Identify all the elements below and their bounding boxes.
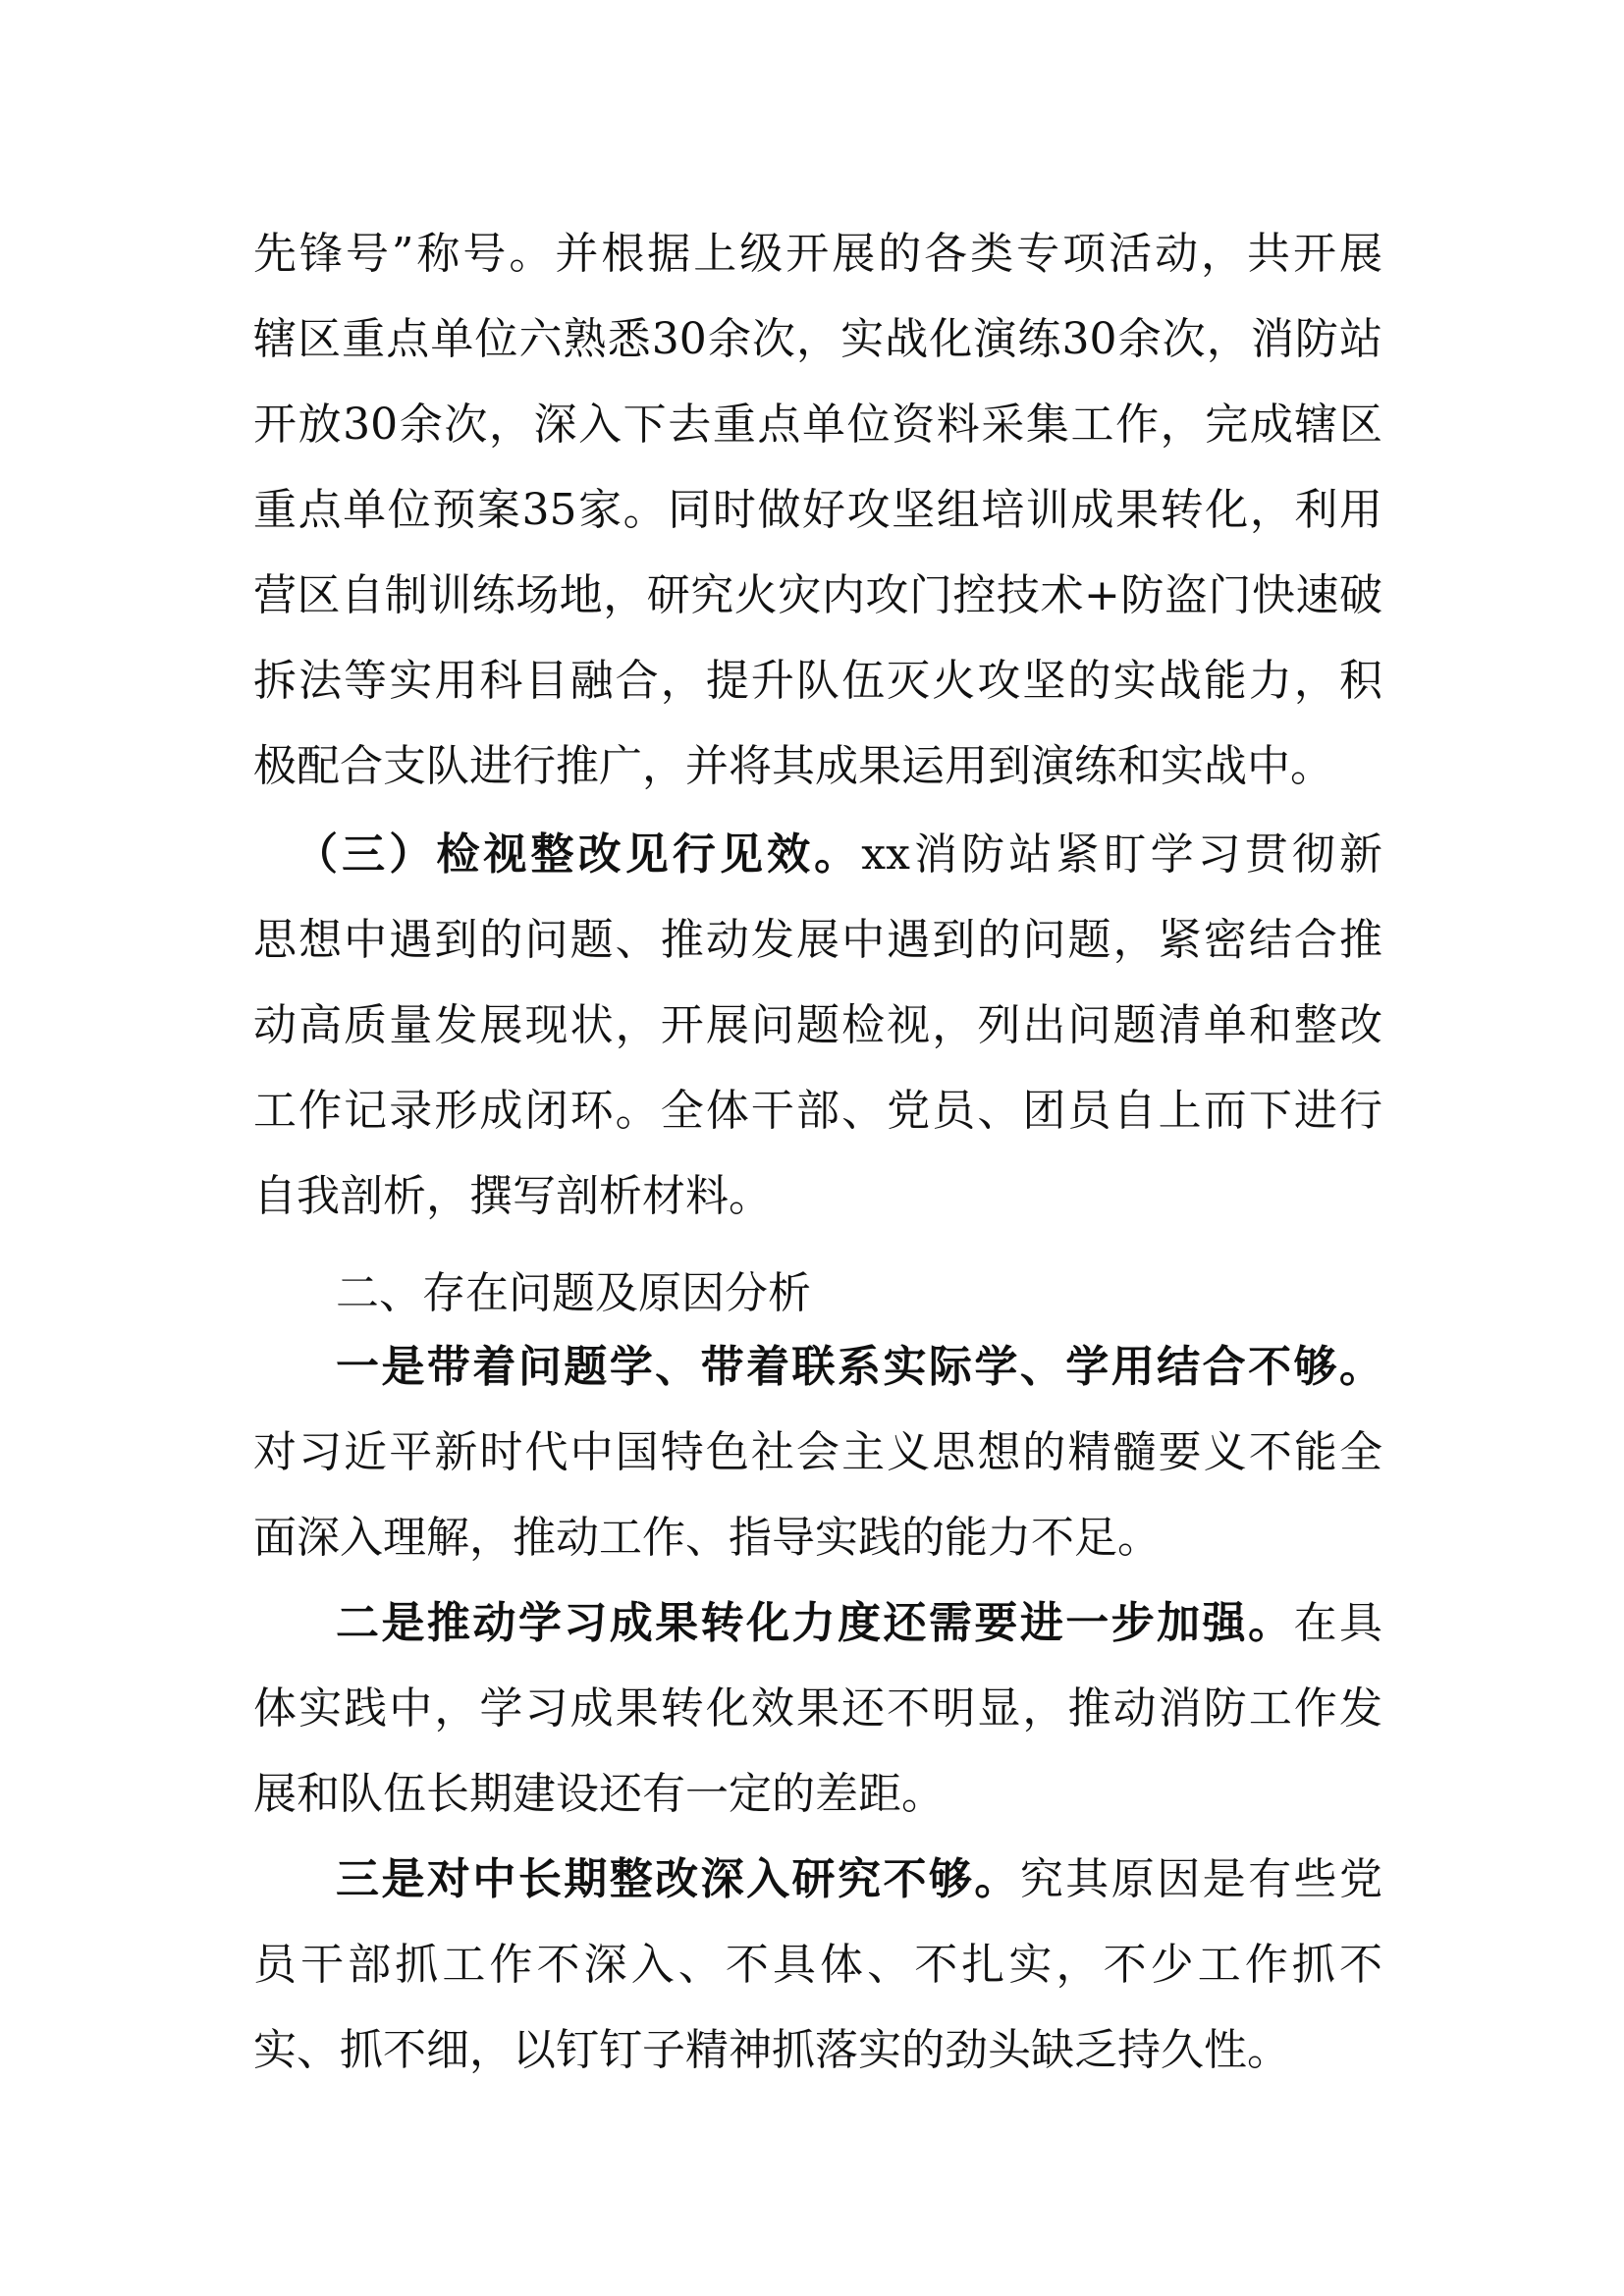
text-line xyxy=(253,995,1382,1056)
body-text: 拆法等实用科目融合，提升队伍灭火攻坚的实战能力，积 xyxy=(253,656,1382,706)
body-text: 先锋号”称号。并根据上级开展的各类专项活动，共开展 xyxy=(253,229,1382,279)
text-line xyxy=(253,651,1382,712)
bold-lead-text: （三）检视整改见行见效。 xyxy=(295,829,862,880)
text-line xyxy=(253,1679,1382,1739)
text-line xyxy=(253,1764,1382,1825)
text-line xyxy=(253,395,1382,455)
body-text: 体实践中，学习成果转化效果还不明显，推动消防工作发 xyxy=(253,1683,1382,1734)
body-text: 员干部抓工作不深入、不具体、不扎实，不少工作抓不 xyxy=(253,1940,1382,1990)
body-text: xx消防站紧盯学习贯彻新 xyxy=(861,829,1382,880)
text-line xyxy=(253,309,1382,370)
body-text: 思想中遇到的问题、推动发展中遇到的问题，紧密结合推 xyxy=(253,915,1382,965)
body-text: 动高质量发展现状，开展问题检视，列出问题清单和整改 xyxy=(253,1000,1382,1050)
body-text: 重点单位预案35家。同时做好攻坚组培训成果转化，利用 xyxy=(253,485,1382,535)
text-line xyxy=(295,825,1382,885)
text-line xyxy=(253,1081,1382,1142)
text-line xyxy=(253,910,1382,971)
body-text: 对习近平新时代中国特色社会主义思想的精髓要义不能全 xyxy=(253,1427,1382,1477)
body-text: 究其原因是有些党 xyxy=(1019,1854,1383,1904)
text-line xyxy=(253,480,1382,541)
body-text: 二、存在问题及原因分析 xyxy=(336,1268,811,1318)
text-line xyxy=(253,736,1382,797)
text-line xyxy=(253,224,1382,285)
bold-lead-text: 一是带着问题学、带着联系实际学、学用结合不够。 xyxy=(336,1342,1382,1392)
text-line xyxy=(253,1166,1382,1227)
body-text: 营区自制训练场地，研究火灾内攻门控技术+防盗门快速破 xyxy=(253,570,1382,620)
body-text: 展和队伍长期建设还有一定的差距。 xyxy=(253,1769,945,1819)
body-text: 在具 xyxy=(1293,1598,1383,1648)
body-text: 实、抓不细，以钉钉子精神抓落实的劲头缺乏持久性。 xyxy=(253,2025,1290,2075)
text-line xyxy=(253,565,1382,626)
body-text: 自我剖析，撰写剖析材料。 xyxy=(253,1171,772,1221)
body-text: 极配合支队进行推广，并将其成果运用到演练和实战中。 xyxy=(253,741,1333,791)
body-text: 开放30余次，深入下去重点单位资料采集工作，完成辖区 xyxy=(253,400,1382,450)
text-line xyxy=(336,1593,1382,1654)
body-text: 辖区重点单位六熟悉30余次，实战化演练30余次，消防站 xyxy=(253,314,1382,364)
body-text: 工作记录形成闭环。全体干部、党员、团员自上而下进行 xyxy=(253,1086,1382,1136)
text-line xyxy=(336,1849,1382,1910)
text-line xyxy=(253,1935,1382,1996)
bold-lead-text: 三是对中长期整改深入研究不够。 xyxy=(336,1854,1020,1904)
text-line xyxy=(253,2020,1382,2081)
section-heading xyxy=(336,1263,1382,1324)
text-line xyxy=(253,1422,1382,1483)
bold-lead-text: 二是推动学习成果转化力度还需要进一步加强。 xyxy=(336,1598,1294,1648)
text-line xyxy=(253,1508,1382,1569)
text-line xyxy=(336,1337,1382,1398)
body-text: 面深入理解，推动工作、指导实践的能力不足。 xyxy=(253,1513,1161,1563)
